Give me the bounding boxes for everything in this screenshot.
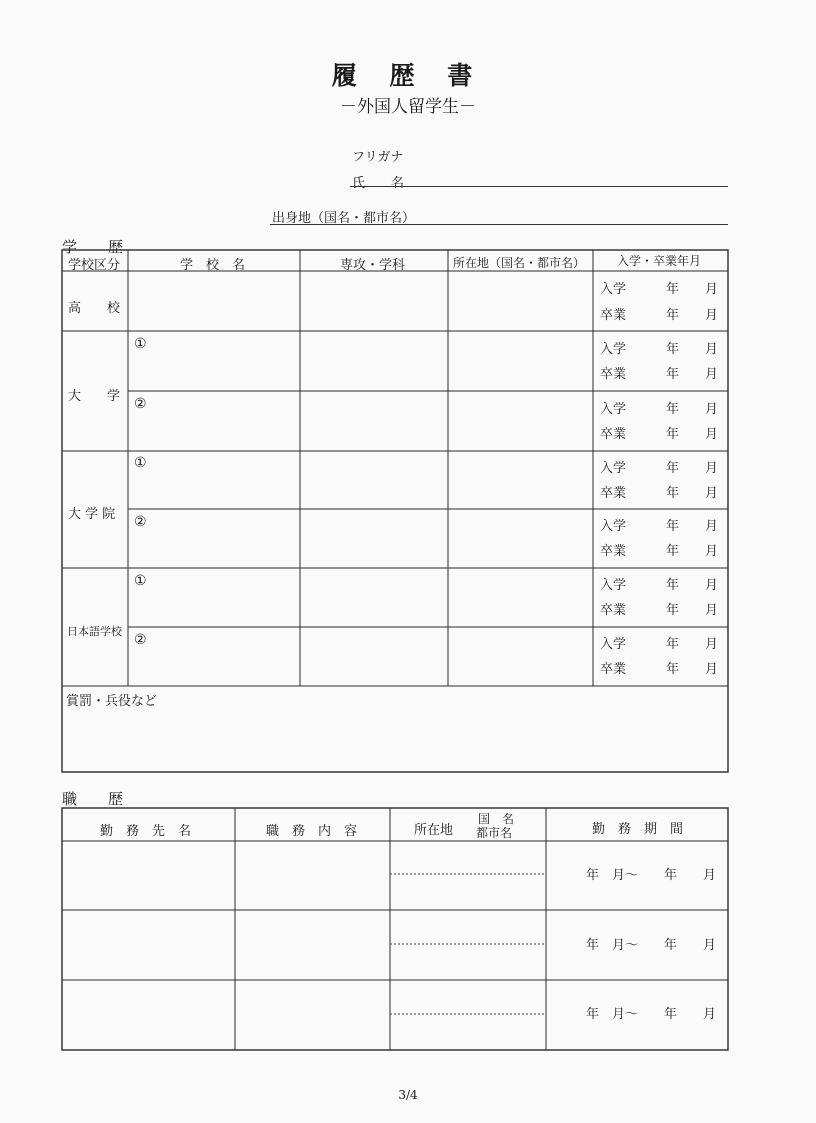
enroll-label: 入学 — [600, 519, 627, 534]
month-label: 月 — [705, 402, 719, 417]
month-label: 月 — [705, 427, 719, 442]
work-period-row-2: 年 月～ 年 月 — [586, 938, 717, 953]
year-label: 年 — [666, 519, 680, 534]
month-label: 月 — [705, 486, 719, 501]
col-work-location: 所在地 — [414, 823, 454, 838]
month-label: 月 — [705, 544, 719, 559]
page-number: 3/4 — [398, 1088, 418, 1102]
year-label: 年 — [666, 461, 680, 476]
year-label: 年 — [666, 603, 680, 618]
month-label: 月 — [705, 461, 719, 476]
month-label: 月 — [705, 662, 719, 677]
graduate-label: 卒業 — [600, 603, 627, 618]
col-employer: 勤 務 先 名 — [100, 824, 192, 839]
col-city: 都市名 — [476, 826, 513, 840]
enroll-label: 入学 — [600, 637, 627, 652]
month-label: 月 — [705, 342, 719, 357]
month-label: 月 — [705, 519, 719, 534]
birthplace-label: 出身地（国名・都市名） — [272, 211, 416, 226]
year-label: 年 — [666, 402, 680, 417]
year-label: 年 — [666, 544, 680, 559]
enroll-label: 入学 — [600, 282, 627, 297]
name-label: 氏 名 — [352, 176, 405, 191]
col-school-name: 学 校 名 — [180, 258, 246, 273]
category-high-school: 高 校 — [68, 301, 121, 316]
year-label: 年 — [666, 486, 680, 501]
graduate-label: 卒業 — [600, 367, 627, 382]
document-subtitle: －外国人留学生－ — [340, 97, 476, 117]
graduate-label: 卒業 — [600, 662, 627, 677]
year-label: 年 — [666, 308, 680, 323]
col-location: 所在地（国名・都市名） — [453, 256, 586, 270]
month-label: 月 — [705, 603, 719, 618]
furigana-label: フリガナ — [352, 150, 404, 165]
graduate-entry-1: ① — [134, 455, 147, 471]
enroll-label: 入学 — [600, 402, 627, 417]
work-period-row-3: 年 月～ 年 月 — [586, 1007, 717, 1022]
year-label: 年 — [666, 367, 680, 382]
graduate-label: 卒業 — [600, 427, 627, 442]
col-dates: 入学・卒業年月 — [617, 254, 702, 268]
graduate-entry-2: ② — [134, 514, 147, 530]
education-section-title: 学 歴 — [62, 238, 132, 256]
graduate-label: 卒業 — [600, 486, 627, 501]
year-label: 年 — [666, 282, 680, 297]
month-label: 月 — [705, 367, 719, 382]
year-label: 年 — [666, 637, 680, 652]
col-major: 専攻・学科 — [340, 258, 406, 273]
category-language-school: 日本語学校 — [67, 625, 122, 638]
enroll-label: 入学 — [600, 461, 627, 476]
month-label: 月 — [705, 637, 719, 652]
document-title: 履 歴 書 — [331, 61, 485, 90]
language-entry-1: ① — [134, 573, 147, 589]
university-entry-2: ② — [134, 396, 147, 412]
col-duties: 職 務 内 容 — [266, 824, 358, 839]
work-section-title: 職 歴 — [62, 790, 132, 808]
year-label: 年 — [666, 578, 680, 593]
col-country: 国 名 — [478, 812, 515, 826]
graduate-label: 卒業 — [600, 544, 627, 559]
enroll-label: 入学 — [600, 578, 627, 593]
year-label: 年 — [666, 662, 680, 677]
work-period-row-1: 年 月～ 年 月 — [586, 868, 717, 883]
category-graduate-school: 大 学 院 — [68, 507, 116, 522]
year-label: 年 — [666, 342, 680, 357]
month-label: 月 — [705, 578, 719, 593]
language-entry-2: ② — [134, 632, 147, 648]
enroll-label: 入学 — [600, 342, 627, 357]
awards-label: 賞罰・兵役など — [66, 694, 158, 709]
category-university: 大 学 — [68, 389, 121, 404]
month-label: 月 — [705, 308, 719, 323]
year-label: 年 — [666, 427, 680, 442]
col-period: 勤 務 期 間 — [592, 822, 684, 837]
month-label: 月 — [705, 282, 719, 297]
university-entry-1: ① — [134, 336, 147, 352]
col-school-type: 学校区分 — [68, 258, 121, 273]
graduate-label: 卒業 — [600, 308, 627, 323]
